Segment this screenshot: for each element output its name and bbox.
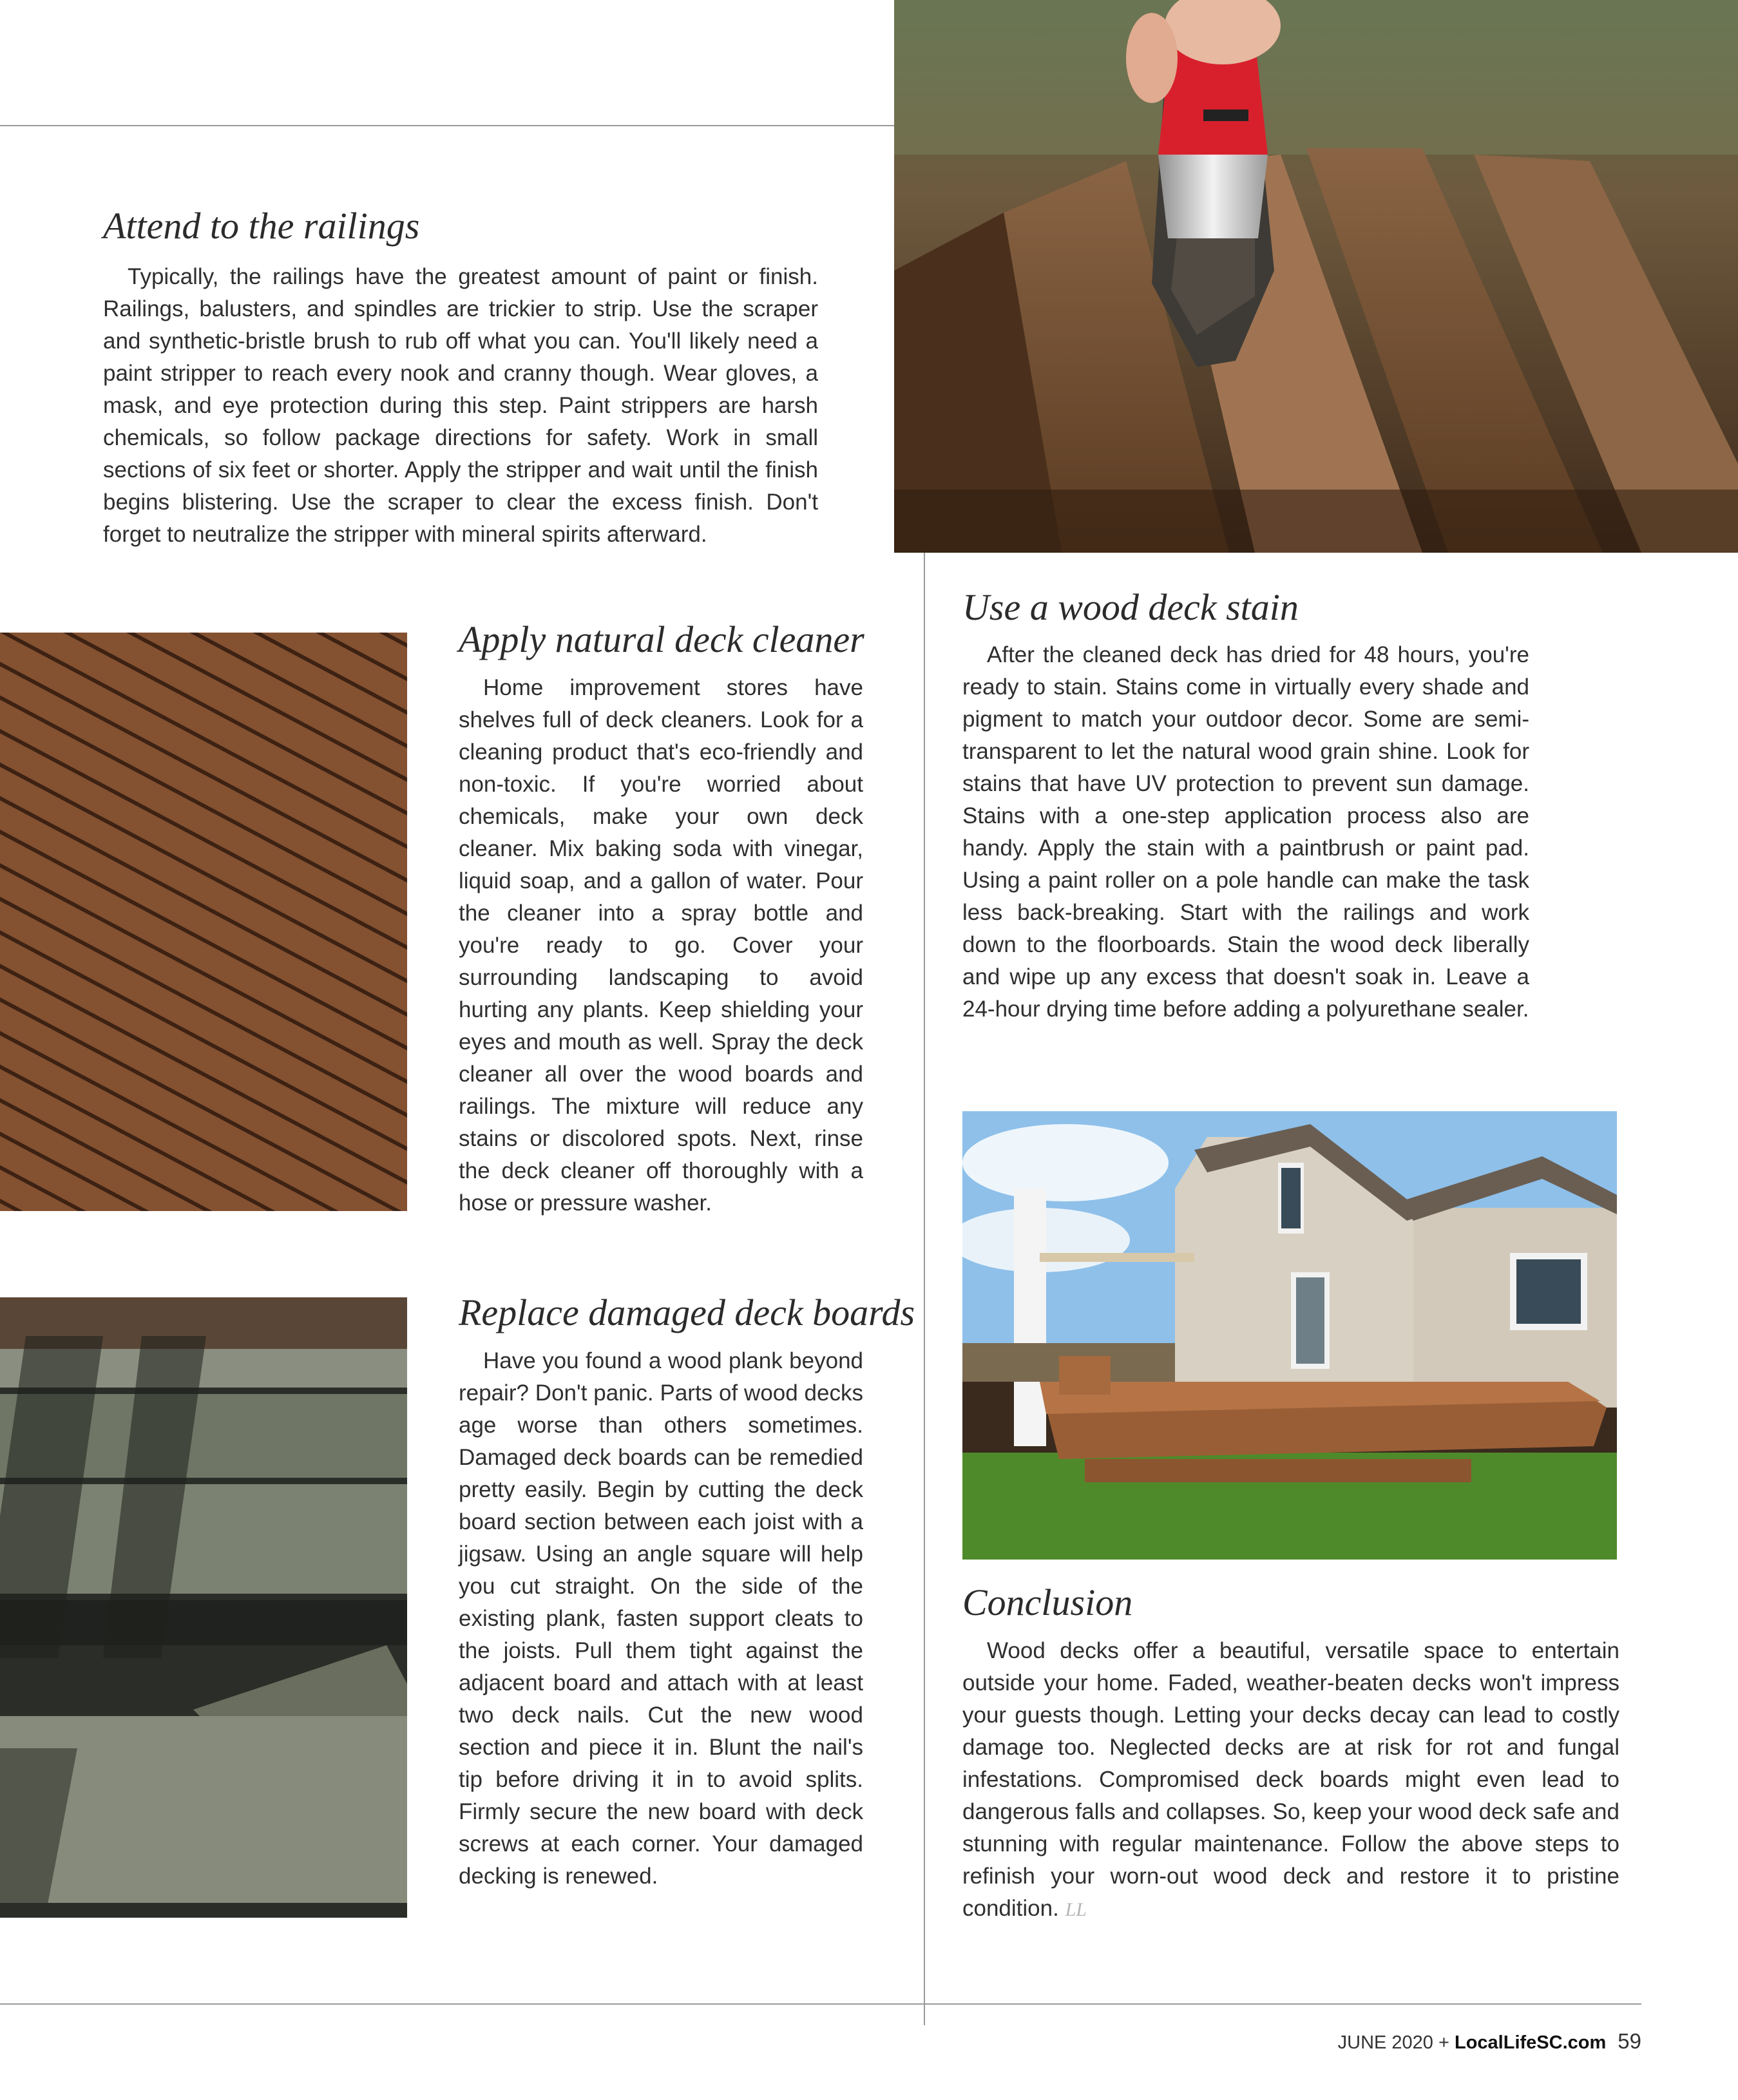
cleaner-body: Home improvement stores have shelves full of deck cleaners. Look for a cleaning product that's eco-friendly and non-toxic. If you're worried about chemicals, make your own deck cleaner. Mix baking soda with vinegar, liquid soap, and a gallon of water. Pour the cleaner into a spray bottle and you're ready to go. Cover your surrounding landscaping to avoid hurting any plants. Keep shielding your eyes and mouth as well. Spray the deck cleaner all over the wood boards and railings. The mixture will reduce any stains or discolored spots. Next, rinse the deck cleaner off thoroughly with a hose or pressure washer. [459, 675, 863, 1216]
conclusion-text: Wood decks offer a beautiful, versatile space to entertain outside your home. Faded, weather-beaten decks won't impress your guests though. Letting your decks decay can lead to costly damage too. Neglected decks are at risk for rot and fungal infestations. Compromised deck boards might even lead to dangerous falls and collapses. So, keep your wood deck safe and stunning with regular maintenance. Follow the above steps to refinish your worn-out wood deck and restore it to pristine condition. [962, 1638, 1619, 1921]
house-deck-photo [962, 1111, 1617, 1560]
boards-heading: Replace damaged deck boards [459, 1292, 915, 1333]
conclusion-body [962, 1635, 1619, 1926]
weathered-boards-illustration [0, 1297, 407, 1918]
folio [1338, 2029, 1641, 2054]
paintbrush-illustration [894, 0, 1738, 553]
stained-deck-photo [0, 633, 407, 1211]
weathered-boards-photo [0, 1297, 407, 1918]
railings-body: Typically, the railings have the greatest amount of paint or finish. Railings, balusters, and spindles are trickier to strip. Use the scraper and synthetic-bristle brush to rub off what you can. You'll likely need a paint stripper to reach every nook and cranny though. Wear gloves, a mask, and eye protection during this step. Paint strippers are harsh chemicals, so follow package directions for safety. Work in small sections of six feet or shorter. Apply the stripper and wait until the finish begins blistering. Use the scraper to clear the excess finish. Don't forget to neutralize the stripper with mineral spirits afterward. [103, 264, 818, 547]
railings-heading: Attend to the railings [103, 205, 420, 247]
column-divider [924, 553, 925, 2025]
cleaner-heading: Apply natural deck cleaner [459, 618, 864, 660]
signoff-mark: LL [1065, 1899, 1087, 1920]
paintbrush-photo [894, 0, 1738, 553]
house-deck-illustration [962, 1111, 1617, 1560]
conclusion-heading: Conclusion [962, 1581, 1133, 1623]
issue-date: JUNE 2020 + [1337, 2032, 1455, 2053]
site-link[interactable]: LocalLifeSC.com [1455, 2032, 1607, 2053]
top-rule [0, 125, 894, 126]
stain-body: After the cleaned deck has dried for 48 hours, you're ready to stain. Stains come in virtually every shade and pigment to match your outdoor decor. Some are semi-transparent to let the natural wood grain shine. Look for stains that have UV protection to prevent sun damage. Stains with a one-step application process also are handy. Apply the stain with a paintbrush or paint pad. Using a paint roller on a pole handle can make the task less back-breaking. Start with the railings and work down to the floorboards. Stain the wood deck liberally and wipe up any excess that doesn't soak in. Leave a 24-hour drying time before adding a polyurethane sealer. [962, 642, 1529, 1022]
stain-heading: Use a wood deck stain [962, 586, 1299, 628]
bottom-rule [0, 2003, 1641, 2005]
boards-body: Have you found a wood plank beyond repair? Don't panic. Parts of wood decks age worse than others sometimes. Damaged deck boards can be remedied pretty easily. Begin by cutting the deck board section between each joist with a jigsaw. Using an angle square will help you cut straight. On the side of the existing plank, fasten support cleats to the joists. Pull them tight against the adjacent board and attach with at least two deck nails. Cut the new wood section and piece it in. Blunt the nail's tip before driving it in to avoid splits. Firmly secure the new board with deck screws at each corner. Your damaged decking is renewed. [459, 1348, 863, 1889]
page-number: 59 [1618, 2029, 1641, 2053]
stained-deck-illustration [0, 633, 407, 1211]
